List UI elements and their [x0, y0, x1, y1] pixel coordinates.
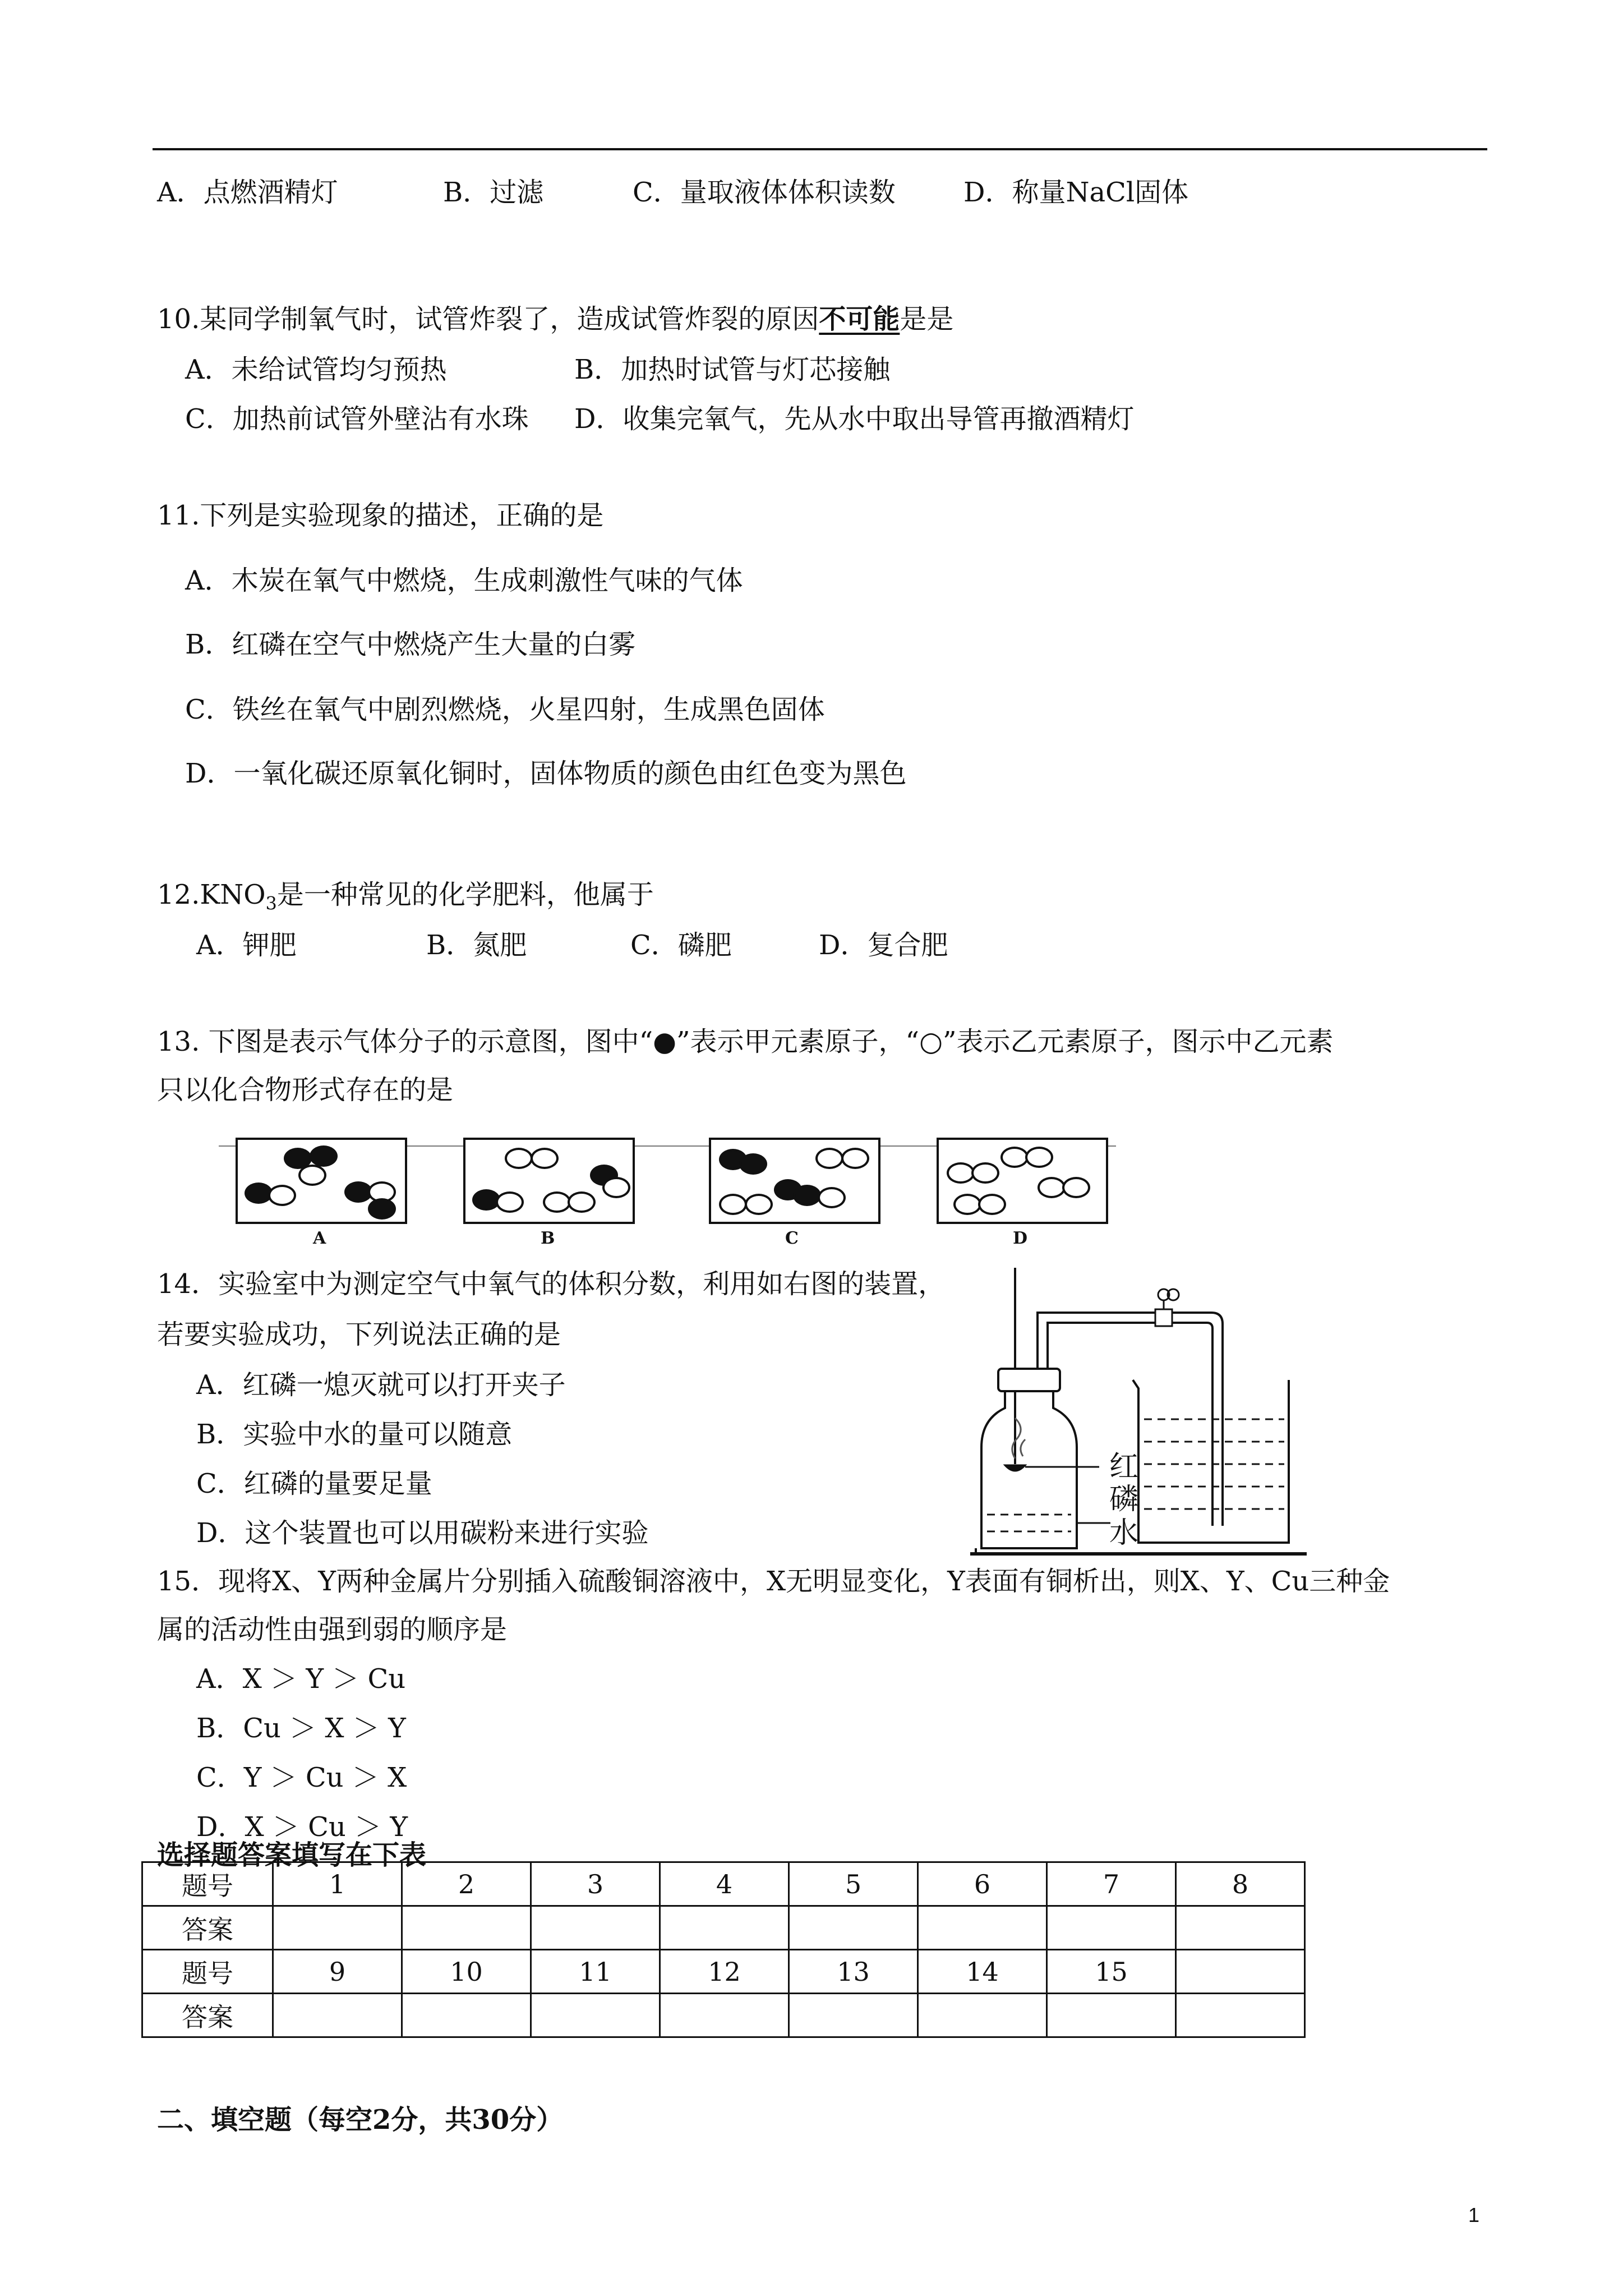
q12-stem-subscript: 3	[265, 892, 277, 914]
q9-option-c: C．量取液体体积读数	[633, 177, 896, 208]
answer-cell[interactable]	[660, 1906, 789, 1950]
q11-option-b: B．红磷在空气中燃烧产生大量的白雾	[185, 629, 636, 660]
table-cell: 10	[402, 1950, 531, 1994]
answer-cell[interactable]	[273, 1994, 402, 2037]
q13-stem-line1: 13. 下图是表示气体分子的示意图，图中“●”表示甲元素原子，“○”表示乙元素原子，图示中乙元素	[157, 1026, 1334, 1057]
white-atom-icon	[745, 1194, 773, 1215]
table-cell: 12	[660, 1950, 789, 1994]
answer-cell[interactable]	[1047, 1994, 1176, 2037]
q12-option-d: D．复合肥	[819, 930, 948, 961]
table-row	[142, 1950, 1305, 1994]
q14-stem-line1: 14．实验室中为测定空气中氧气的体积分数，利用如右图的装置，	[157, 1268, 946, 1300]
q14-option-a: A．红磷一熄灭就可以打开夹子	[196, 1369, 566, 1401]
q12-option-a: A．钾肥	[196, 930, 297, 961]
q15-option-d: D．X ＞ Cu ＞ Y	[196, 1811, 408, 1843]
q12-stem	[157, 873, 654, 914]
table-row	[142, 1906, 1305, 1950]
q9-option-b: B．过滤	[443, 177, 544, 208]
table-row	[142, 1862, 1305, 1906]
black-atom-icon	[739, 1153, 767, 1175]
q14-option-c: C．红磷的量要足量	[196, 1468, 432, 1499]
answer-table-caption: 选择题答案填写在下表	[157, 1839, 427, 1871]
q13-box-b	[463, 1138, 635, 1224]
white-atom-icon	[953, 1194, 981, 1215]
q10-option-a: A．未给试管均匀预热	[185, 354, 447, 385]
table-cell: 3	[531, 1862, 660, 1906]
white-atom-icon	[947, 1162, 975, 1184]
answer-cell[interactable]	[1176, 1906, 1305, 1950]
table-cell: 7	[1047, 1862, 1176, 1906]
white-atom-icon	[815, 1148, 843, 1169]
answer-cell[interactable]	[402, 1994, 531, 2037]
q14-stem-line2: 若要实验成功，下列说法正确的是	[157, 1319, 561, 1350]
q10-stem-suffix: 是是	[900, 303, 954, 335]
table-cell: 6	[918, 1862, 1047, 1906]
table-cell: 2	[402, 1862, 531, 1906]
table-cell: 5	[789, 1862, 918, 1906]
q15-stem-line1: 15．现将X、Y两种金属片分别插入硫酸铜溶液中，X无明显变化，Y表面有铜析出，则X、Y、Cu三种金	[157, 1566, 1390, 1597]
table-cell: 8	[1176, 1862, 1305, 1906]
q15-option-a: A．X ＞ Y ＞ Cu	[196, 1663, 406, 1695]
q9-option-a: A．点燃酒精灯	[157, 177, 338, 208]
table-cell: 14	[918, 1950, 1047, 1994]
white-atom-icon	[841, 1148, 869, 1169]
q12-option-c: C．磷肥	[630, 930, 732, 961]
answer-cell[interactable]	[789, 1994, 918, 2037]
q10-stem-prefix: 10.某同学制氧气时，试管炸裂了，造成试管炸裂的原因	[157, 303, 819, 335]
answer-cell[interactable]	[273, 1906, 402, 1950]
answer-cell[interactable]	[660, 1994, 789, 2037]
q11-stem: 11.下列是实验现象的描述，正确的是	[157, 500, 604, 531]
white-atom-icon	[268, 1185, 296, 1206]
white-atom-icon	[298, 1165, 326, 1186]
q11-option-a: A．木炭在氧气中燃烧，生成刺激性气味的气体	[185, 565, 743, 596]
black-atom-icon	[310, 1145, 338, 1167]
white-atom-icon	[1038, 1177, 1066, 1198]
table-header-cell: 题号	[142, 1862, 273, 1906]
table-cell: 1	[273, 1862, 402, 1906]
table-header-cell: 题号	[142, 1950, 273, 1994]
table-cell: 13	[789, 1950, 918, 1994]
table-cell: 15	[1047, 1950, 1176, 1994]
q9-option-d: D．称量NaCl固体	[963, 177, 1189, 208]
page-number: 1	[1468, 2203, 1480, 2226]
answer-cell[interactable]	[1047, 1906, 1176, 1950]
q13-box-c	[709, 1138, 880, 1224]
q13-box-a-label: A	[313, 1228, 326, 1248]
black-atom-icon	[368, 1198, 396, 1220]
q12-stem-prefix: 12.KNO	[157, 879, 266, 910]
white-atom-icon	[505, 1148, 533, 1169]
q10-stem	[157, 297, 953, 336]
table-cell: 4	[660, 1862, 789, 1906]
answer-cell[interactable]	[918, 1906, 1047, 1950]
white-atom-icon	[531, 1148, 559, 1169]
answer-cell[interactable]	[918, 1994, 1047, 2037]
q10-stem-emphasis: 不可能	[819, 303, 900, 335]
q10-option-b: B．加热时试管与灯芯接触	[574, 354, 891, 385]
table-header-cell: 答案	[142, 1906, 273, 1950]
white-atom-icon	[496, 1191, 524, 1213]
table-cell: 9	[273, 1950, 402, 1994]
white-atom-icon	[719, 1194, 747, 1215]
q12-stem-suffix: 是一种常见的化学肥料，他属于	[276, 879, 654, 910]
white-atom-icon	[818, 1187, 846, 1208]
white-atom-icon	[978, 1194, 1006, 1215]
q13-box-a	[236, 1138, 407, 1224]
white-atom-icon	[543, 1191, 571, 1213]
answer-cell[interactable]	[1176, 1994, 1305, 2037]
white-atom-icon	[602, 1177, 630, 1198]
table-cell	[1176, 1950, 1305, 1994]
white-atom-icon	[1062, 1177, 1090, 1198]
q14-option-b: B．实验中水的量可以随意	[196, 1419, 513, 1450]
white-atom-icon	[971, 1162, 999, 1184]
white-atom-icon	[1025, 1147, 1053, 1168]
section-2-title: 二、填空题（每空2分，共30分）	[157, 2104, 564, 2136]
q11-option-c: C．铁丝在氧气中剧烈燃烧，火星四射，生成黑色固体	[185, 694, 825, 725]
figure-label-water: 水	[1109, 1516, 1139, 1550]
answer-cell[interactable]	[789, 1906, 918, 1950]
q13-box-d-label: D	[1013, 1228, 1028, 1248]
q12-option-b: B．氮肥	[426, 930, 527, 961]
table-cell: 11	[531, 1950, 660, 1994]
q13-box-d	[937, 1138, 1108, 1224]
answer-table	[141, 1861, 1306, 2038]
answer-cell[interactable]	[402, 1906, 531, 1950]
answer-cell[interactable]	[531, 1994, 660, 2037]
q15-option-b: B．Cu ＞ X ＞ Y	[196, 1713, 406, 1744]
table-row	[142, 1994, 1305, 2037]
q13-box-c-label: C	[785, 1228, 799, 1248]
white-atom-icon	[568, 1191, 596, 1213]
q15-option-c: C．Y ＞ Cu ＞ X	[196, 1762, 407, 1793]
figure-label-red-1: 红	[1109, 1450, 1139, 1484]
q13-box-b-label: B	[541, 1228, 555, 1248]
header-rule	[153, 148, 1487, 150]
q13-stem-line2: 只以化合物形式存在的是	[157, 1074, 454, 1106]
q10-option-d: D．收集完氧气，先从水中取出导管再撤酒精灯	[574, 403, 1135, 435]
q15-stem-line2: 属的活动性由强到弱的顺序是	[157, 1614, 508, 1645]
answer-cell[interactable]	[531, 1906, 660, 1950]
table-header-cell: 答案	[142, 1994, 273, 2037]
figure-label-red-2: 磷	[1109, 1483, 1139, 1516]
q11-option-d: D．一氧化碳还原氧化铜时，固体物质的颜色由红色变为黑色	[185, 758, 907, 789]
q10-option-c: C．加热前试管外壁沾有水珠	[185, 403, 529, 435]
black-atom-icon	[793, 1185, 821, 1206]
white-atom-icon	[1000, 1147, 1029, 1168]
q14-option-d: D．这个装置也可以用碳粉来进行实验	[196, 1517, 649, 1549]
